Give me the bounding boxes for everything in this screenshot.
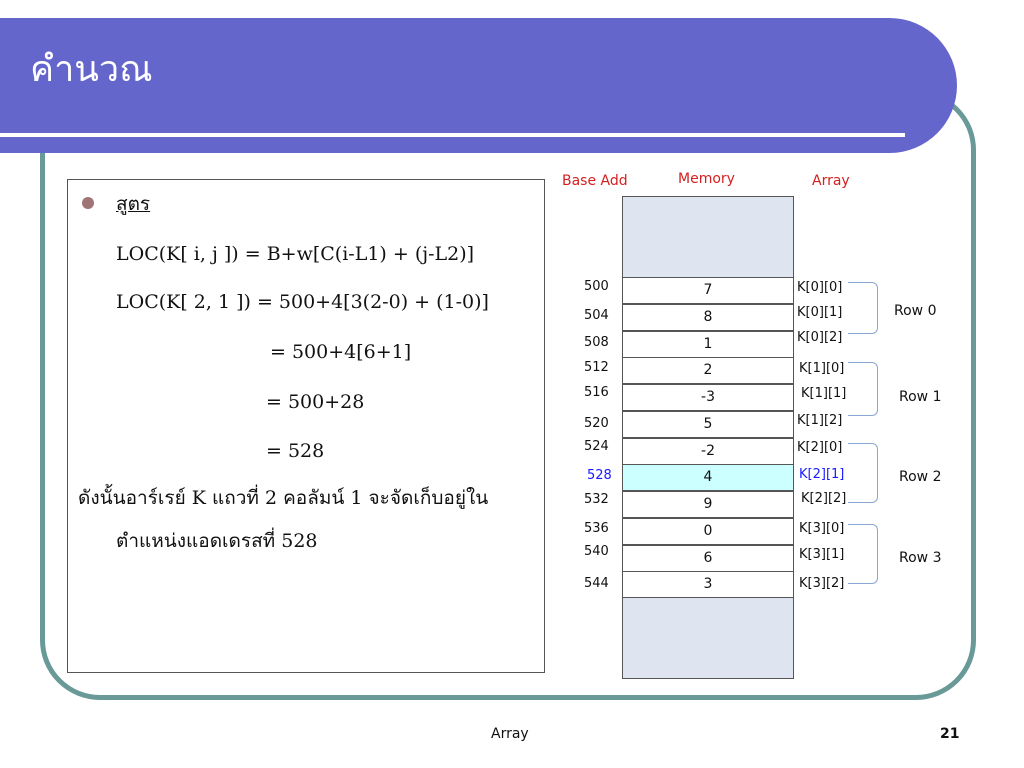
- address-label: 544: [584, 576, 609, 591]
- row-label: Row 0: [894, 303, 937, 319]
- array-element-label: K[0][2]: [797, 330, 843, 345]
- row-label: Row 3: [899, 550, 942, 566]
- memory-cell: -3: [622, 384, 794, 411]
- bullet-icon: [82, 197, 94, 209]
- footer-title: Array: [491, 726, 529, 742]
- address-label: 540: [584, 544, 609, 559]
- row-bracket: [848, 362, 878, 416]
- row-label: Row 2: [899, 469, 942, 485]
- memory-cell: 4: [622, 464, 794, 491]
- array-element-label: K[0][0]: [797, 280, 843, 295]
- array-element-label: K[3][2]: [799, 576, 845, 591]
- row-bracket: [848, 524, 878, 584]
- array-element-label: K[2][2]: [801, 491, 847, 506]
- address-label: 500: [584, 279, 609, 294]
- title-underline: [0, 133, 905, 137]
- memory-cell: 0: [622, 518, 794, 545]
- formula-line: = 528: [266, 440, 325, 462]
- memory-cell: 8: [622, 304, 794, 331]
- memory-header: Memory: [678, 171, 735, 187]
- memory-cell: -2: [622, 438, 794, 465]
- address-label: 508: [584, 335, 609, 350]
- formula-line: = 500+4[6+1]: [270, 341, 412, 363]
- array-element-label: K[0][1]: [797, 305, 843, 320]
- array-element-label: K[2][1]: [799, 467, 845, 482]
- address-label: 512: [584, 360, 609, 375]
- memory-cell: 9: [622, 491, 794, 518]
- array-element-label: K[2][0]: [797, 440, 843, 455]
- base-address-header: Base Add: [562, 173, 628, 189]
- memory-cell: 7: [622, 277, 794, 304]
- row-bracket: [848, 443, 878, 503]
- conclusion-text: ตำแหน่งแอดเดรสที่ 528: [116, 530, 318, 552]
- array-element-label: K[1][2]: [797, 413, 843, 428]
- row-bracket: [848, 282, 878, 334]
- memory-cell: 2: [622, 357, 794, 384]
- formula-line: LOC(K[ 2, 1 ]) = 500+4[3(2-0) + (1-0)]: [116, 291, 489, 313]
- memory-cell: 5: [622, 411, 794, 438]
- address-label: 536: [584, 521, 609, 536]
- page-number: 21: [940, 726, 960, 742]
- memory-cell: 6: [622, 545, 794, 572]
- row-label: Row 1: [899, 389, 942, 405]
- address-label: 532: [584, 492, 609, 507]
- memory-cell: 3: [622, 571, 794, 598]
- address-label: 524: [584, 439, 609, 454]
- address-label: 504: [584, 308, 609, 323]
- array-element-label: K[3][0]: [799, 521, 845, 536]
- memory-cell: 1: [622, 331, 794, 358]
- array-element-label: K[1][0]: [799, 361, 845, 376]
- formula-heading: สูตร: [116, 193, 151, 215]
- formula-line: = 500+28: [266, 391, 365, 413]
- array-element-label: K[3][1]: [799, 547, 845, 562]
- array-element-label: K[1][1]: [801, 386, 847, 401]
- conclusion-text: ดังนั้นอาร์เรย์ K แถวที่ 2 คอลัมน์ 1 จะจัดเก็บอยู่ใน: [78, 487, 489, 509]
- formula-line: LOC(K[ i, j ]) = B+w[C(i-L1) + (j-L2)]: [116, 243, 475, 265]
- array-header: Array: [812, 173, 850, 189]
- address-label: 520: [584, 416, 609, 431]
- slide-title: คำนวณ: [30, 49, 153, 90]
- address-label: 516: [584, 385, 609, 400]
- address-label: 528: [587, 468, 612, 483]
